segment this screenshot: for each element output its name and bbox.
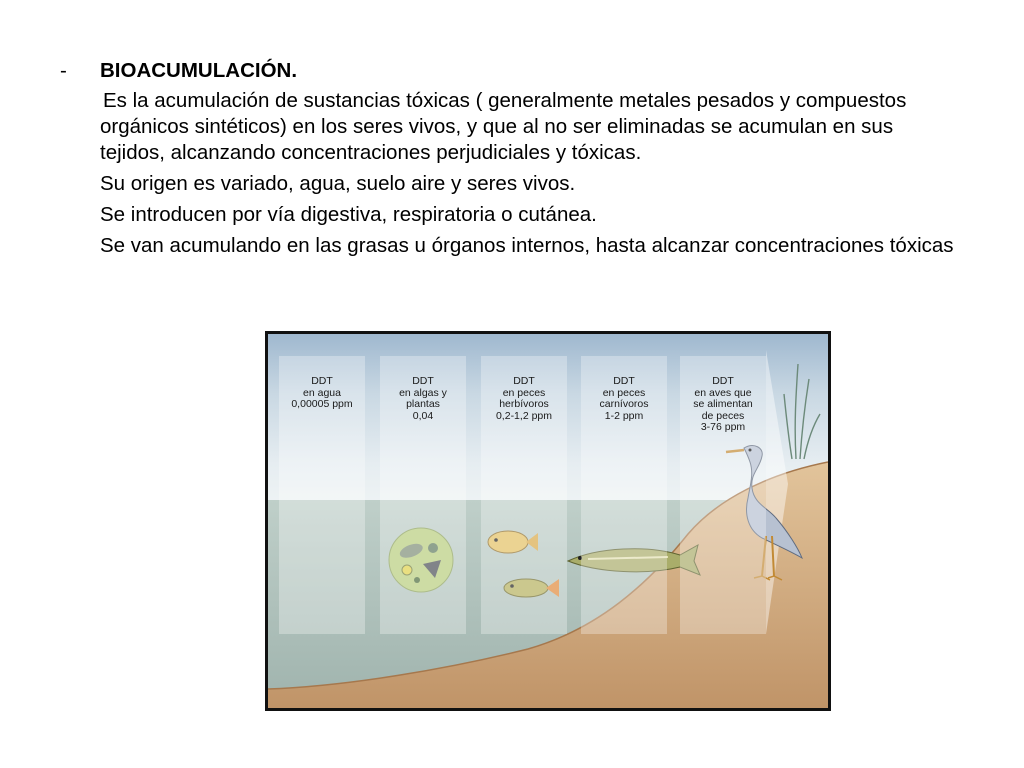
reeds [784, 364, 820, 459]
slide-text [60, 58, 960, 264]
panel-birds [680, 356, 766, 634]
paragraph-entry: Se introducen por vía digestiva, respiratoria o cutánea. [100, 203, 597, 226]
panel-herbivore-fish [481, 356, 567, 634]
paragraph-origin: Su origen es variado, agua, suelo aire y seres vivos. [100, 172, 576, 195]
panel-label-algae: DDT en algas y plantas 0,04 [399, 375, 447, 422]
panel-label-carnivore-fish: DDT en peces carnívoros 1-2 ppm [599, 375, 649, 422]
panel-label-birds: DDT en aves que se alimentan de peces 3-76 ppm [693, 375, 753, 433]
panel-water [279, 356, 365, 634]
bioaccumulation-figure [265, 331, 831, 711]
panel-label-water: DDT en agua 0,00005 ppm [291, 375, 353, 410]
paragraph-definition: Es la acumulación de sustancias tóxicas ( generalmente metales pesados y compuestos orgánicos sintéticos) en los seres vivos, y que al no ser eliminadas se acumulan en sus tejidos, alcanzando concentraciones perjudiciales y tóxicas. [100, 89, 907, 164]
panel-algae [380, 356, 466, 634]
slide-heading: BIOACUMULACIÓN. [100, 59, 298, 82]
bullet: - [60, 59, 67, 82]
paragraph-accumulation: Se van acumulando en las grasas u órganos internos, hasta alcanzar concentraciones tóxicas [100, 234, 954, 257]
heading-row [60, 58, 960, 84]
panel-carnivore-fish [581, 356, 667, 634]
panel-label-herbivore-fish: DDT en peces herbívoros 0,2-1,2 ppm [495, 375, 553, 422]
